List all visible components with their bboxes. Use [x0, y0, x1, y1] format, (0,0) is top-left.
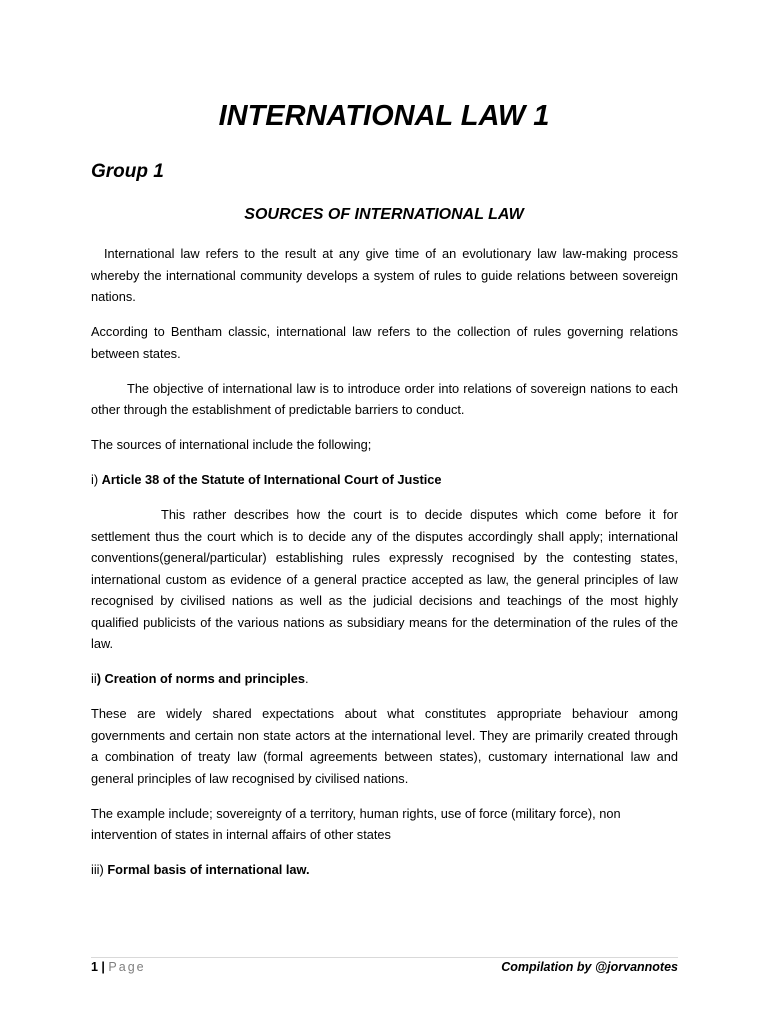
paragraph-examples: The example include; sovereignty of a territory, human rights, use of force (military force), non intervention of states in internal affairs of other states [91, 805, 621, 842]
heading-text: Formal basis of international law. [107, 862, 310, 877]
heading-number: iii) [91, 862, 108, 877]
footer-page-indicator [91, 960, 146, 974]
group-heading: Group 1 [91, 161, 164, 182]
footer-divider [91, 957, 678, 958]
heading-formal-basis [91, 859, 678, 881]
heading-text: ) Creation of norms and principles [96, 671, 306, 686]
page-number: 1 [91, 960, 98, 974]
heading-text: Article 38 of the Statute of International Court of Justice [101, 472, 442, 487]
paragraph-norms: These are widely shared expectations about what constitutes appropriate behaviour among governments and certain non state actors at the international level. They are primarily created through a combination of treaty law (formal agreements between states), customary international law and general principles of law recognised by civilised nations. [91, 706, 678, 786]
heading-period: . [305, 671, 309, 686]
heading-article-38 [91, 469, 678, 491]
paragraph-objective: The objective of international law is to introduce order into relations of sovereign nations to each other through the establishment of predictable barriers to conduct. [91, 380, 678, 417]
paragraph-article-38: This rather describes how the court is to decide disputes which come before it for settlement thus the court which is to decide any of the disputes accordingly shall apply; international conventions(general/particular) establishing rules expressly recognised by the contesting states, international custom as evidence of a general practice accepted as law, the general principles of law recognised by civilised nations as well as the judicial decisions and teachings of the most highly qualified publicists of the various nations as subsidiary means for the determination of the rules of the law. [91, 507, 678, 651]
footer-credit: Compilation by @jorvannotes [501, 960, 678, 974]
document-title: INTERNATIONAL LAW 1 [218, 100, 550, 132]
heading-norms [91, 668, 678, 690]
paragraph-definition: International law refers to the result at any give time of an evolutionary law law-making process whereby the international community develops a system of rules to guide relations between sovereign nations. [91, 246, 678, 304]
document-body [91, 243, 678, 894]
page-label: Page [108, 960, 146, 974]
heading-number: ii [91, 671, 97, 686]
paragraph-sources-intro: The sources of international include the following; [91, 437, 372, 452]
section-title: SOURCES OF INTERNATIONAL LAW [244, 206, 524, 223]
heading-number: i) [91, 472, 102, 487]
paragraph-bentham: According to Bentham classic, international law refers to the collection of rules governing relations between states. [91, 324, 678, 361]
page-separator: | [97, 960, 109, 974]
